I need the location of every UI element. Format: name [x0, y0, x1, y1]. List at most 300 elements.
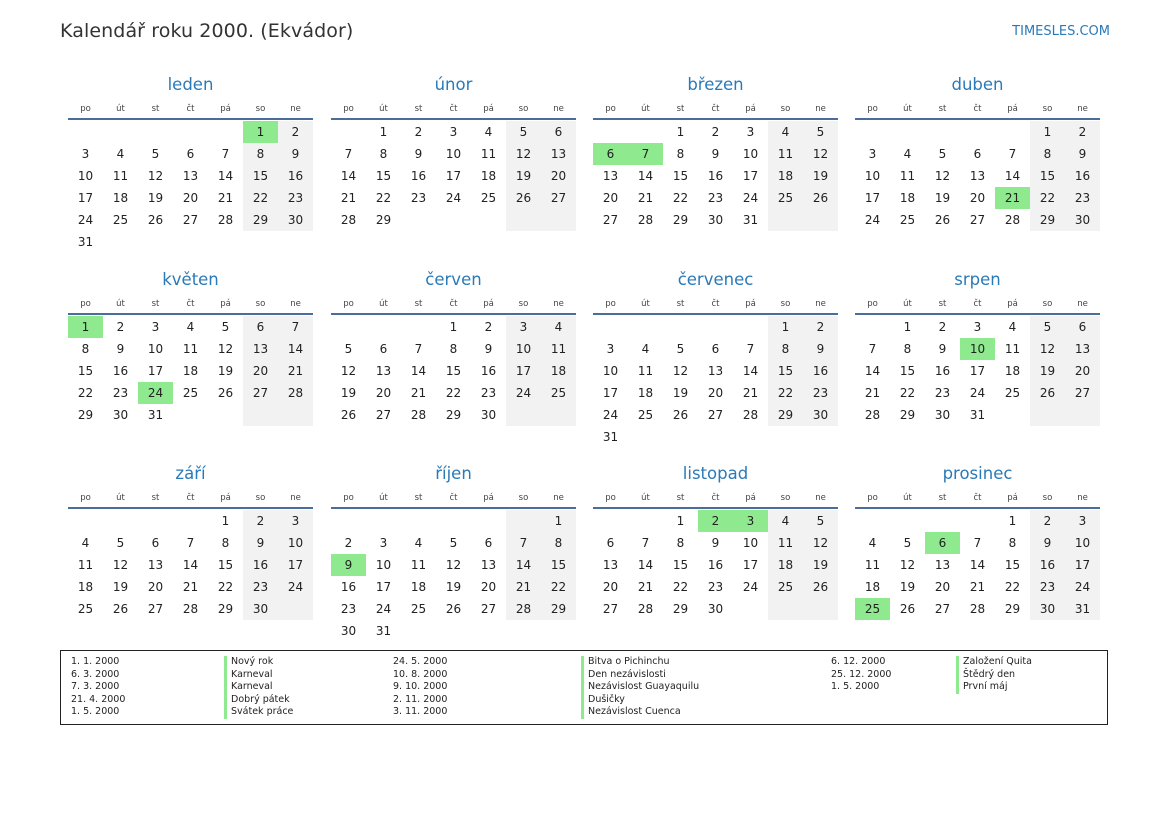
- day-cell: 23: [480, 386, 497, 400]
- empty-day-cell: [278, 231, 313, 253]
- empty-day-cell: [138, 510, 173, 532]
- day-grid: [593, 510, 838, 620]
- day-cell: 17: [742, 169, 759, 183]
- empty-day-cell: [1030, 404, 1065, 426]
- day-cell: 2: [698, 510, 733, 532]
- day-cell: 3: [379, 536, 388, 550]
- day-cell: 3: [868, 147, 877, 161]
- weekday-label: pá: [483, 104, 494, 114]
- weekday-label: st: [151, 104, 160, 114]
- day-cell: 31: [77, 235, 94, 249]
- day-cell: 14: [506, 554, 541, 576]
- holiday-date: 7. 3. 2000: [71, 681, 120, 693]
- weekday-header: [855, 491, 1100, 509]
- day-cell: 27: [182, 213, 199, 227]
- day-cell: 2: [414, 125, 423, 139]
- weekday-label: út: [379, 493, 388, 503]
- empty-day-cell: [331, 121, 366, 143]
- day-cell: 26: [803, 187, 838, 209]
- weekday-label: so: [255, 104, 266, 114]
- month-2: [331, 73, 576, 231]
- day-cell: 10: [1065, 532, 1100, 554]
- weekday-label: čt: [186, 299, 195, 309]
- day-cell: 5: [221, 320, 230, 334]
- weekday-label: st: [414, 493, 423, 503]
- day-cell: 3: [449, 125, 458, 139]
- empty-day-cell: [733, 316, 768, 338]
- day-cell: 19: [217, 364, 234, 378]
- day-cell: 16: [410, 169, 427, 183]
- day-cell: 12: [147, 169, 164, 183]
- day-cell: 15: [1030, 165, 1065, 187]
- empty-day-cell: [331, 510, 366, 532]
- day-cell: 17: [602, 386, 619, 400]
- day-cell: 9: [243, 532, 278, 554]
- day-cell: 25: [768, 576, 803, 598]
- day-cell: 28: [410, 408, 427, 422]
- day-cell: 3: [81, 147, 90, 161]
- weekday-label: so: [780, 299, 791, 309]
- day-cell: 28: [969, 602, 986, 616]
- day-cell: 22: [899, 386, 916, 400]
- day-cell: 25: [1004, 386, 1021, 400]
- day-cell: 5: [449, 536, 458, 550]
- day-cell: 13: [147, 558, 164, 572]
- weekday-label: po: [867, 104, 878, 114]
- empty-day-cell: [995, 404, 1030, 426]
- day-cell: 30: [243, 598, 278, 620]
- day-cell: 27: [541, 187, 576, 209]
- day-cell: 14: [182, 558, 199, 572]
- month-9: [68, 462, 313, 620]
- day-cell: 27: [602, 602, 619, 616]
- weekday-label: ne: [815, 493, 826, 503]
- weekday-label: pá: [745, 104, 756, 114]
- day-cell: 1: [676, 514, 685, 528]
- day-cell: 29: [672, 602, 689, 616]
- day-grid: [331, 510, 576, 642]
- legend-dates-column: [831, 656, 891, 694]
- day-cell: 26: [934, 213, 951, 227]
- day-cell: 29: [445, 408, 462, 422]
- empty-day-cell: [243, 231, 278, 253]
- day-cell: 22: [217, 580, 234, 594]
- weekday-label: so: [518, 104, 529, 114]
- holiday-legend: [60, 650, 1108, 725]
- month-name: říjen: [435, 464, 472, 483]
- day-cell: 17: [742, 558, 759, 572]
- day-cell: 13: [934, 558, 951, 572]
- day-cell: 6: [541, 121, 576, 143]
- weekday-label: ne: [553, 493, 564, 503]
- day-cell: 2: [803, 316, 838, 338]
- day-cell: 19: [340, 386, 357, 400]
- day-cell: 25: [410, 602, 427, 616]
- day-cell: 22: [672, 191, 689, 205]
- day-cell: 20: [243, 360, 278, 382]
- month-12: [855, 462, 1100, 620]
- day-cell: 29: [375, 213, 392, 227]
- day-cell: 3: [973, 320, 982, 334]
- day-grid: [331, 316, 576, 426]
- day-cell: 27: [707, 408, 724, 422]
- day-cell: 22: [375, 191, 392, 205]
- day-cell: 6: [925, 532, 960, 554]
- day-cell: 7: [506, 532, 541, 554]
- day-cell: 5: [676, 342, 685, 356]
- day-cell: 17: [375, 580, 392, 594]
- empty-day-cell: [890, 510, 925, 532]
- day-cell: 26: [445, 602, 462, 616]
- empty-day-cell: [103, 510, 138, 532]
- day-cell: 19: [672, 386, 689, 400]
- empty-day-cell: [401, 620, 436, 642]
- day-cell: 3: [733, 510, 768, 532]
- day-grid: [855, 510, 1100, 620]
- day-cell: 4: [868, 536, 877, 550]
- empty-day-cell: [173, 510, 208, 532]
- weekday-header: [68, 102, 313, 120]
- holiday-name: Dušičky: [581, 694, 699, 707]
- holiday-name: První máj: [956, 681, 1032, 694]
- empty-day-cell: [803, 598, 838, 620]
- holiday-name: Bitva o Pichinchu: [581, 656, 699, 669]
- month-5: [68, 268, 313, 426]
- holiday-date: 25. 12. 2000: [831, 668, 892, 680]
- day-cell: 18: [637, 386, 654, 400]
- day-cell: 4: [541, 316, 576, 338]
- weekday-label: po: [343, 493, 354, 503]
- weekday-label: so: [1042, 299, 1053, 309]
- day-cell: 9: [1065, 143, 1100, 165]
- weekday-label: pá: [1007, 299, 1018, 309]
- day-cell: 11: [899, 169, 916, 183]
- day-cell: 28: [742, 408, 759, 422]
- day-cell: 23: [278, 187, 313, 209]
- day-cell: 25: [77, 602, 94, 616]
- day-cell: 18: [410, 580, 427, 594]
- day-cell: 15: [672, 558, 689, 572]
- day-cell: 19: [112, 580, 129, 594]
- day-cell: 18: [77, 580, 94, 594]
- day-cell: 8: [676, 536, 685, 550]
- day-grid: [855, 121, 1100, 231]
- day-cell: 14: [969, 558, 986, 572]
- weekday-label: po: [605, 104, 616, 114]
- day-cell: 25: [855, 598, 890, 620]
- empty-day-cell: [960, 510, 995, 532]
- day-cell: 30: [803, 404, 838, 426]
- empty-day-cell: [401, 510, 436, 532]
- weekday-label: st: [151, 493, 160, 503]
- day-cell: 10: [375, 558, 392, 572]
- weekday-label: so: [518, 299, 529, 309]
- day-cell: 30: [278, 209, 313, 231]
- day-cell: 9: [414, 147, 423, 161]
- day-cell: 18: [899, 191, 916, 205]
- day-cell: 15: [768, 360, 803, 382]
- weekday-label: pá: [220, 104, 231, 114]
- day-cell: 14: [637, 169, 654, 183]
- month-name: leden: [167, 75, 214, 94]
- day-cell: 21: [864, 386, 881, 400]
- day-cell: 27: [147, 602, 164, 616]
- empty-day-cell: [278, 404, 313, 426]
- day-cell: 18: [541, 360, 576, 382]
- weekday-label: po: [343, 299, 354, 309]
- holiday-date: 6. 3. 2000: [71, 668, 120, 680]
- day-cell: 28: [278, 382, 313, 404]
- day-cell: 2: [1065, 121, 1100, 143]
- day-cell: 1: [1030, 121, 1065, 143]
- empty-day-cell: [208, 231, 243, 253]
- site-link[interactable]: TIMESLES.COM: [1012, 24, 1110, 39]
- day-cell: 12: [112, 558, 129, 572]
- day-cell: 17: [77, 191, 94, 205]
- day-cell: 30: [340, 624, 357, 638]
- day-cell: 16: [278, 165, 313, 187]
- day-cell: 11: [541, 338, 576, 360]
- day-cell: 25: [541, 382, 576, 404]
- month-11: [593, 462, 838, 620]
- weekday-label: čt: [711, 104, 720, 114]
- day-cell: 25: [637, 408, 654, 422]
- weekday-label: út: [903, 104, 912, 114]
- day-cell: 24: [278, 576, 313, 598]
- day-cell: 19: [147, 191, 164, 205]
- weekday-label: so: [255, 299, 266, 309]
- day-cell: 18: [480, 169, 497, 183]
- empty-day-cell: [698, 316, 733, 338]
- day-cell: 1: [221, 514, 230, 528]
- day-cell: 20: [375, 386, 392, 400]
- empty-day-cell: [471, 510, 506, 532]
- empty-day-cell: [471, 620, 506, 642]
- weekday-label: so: [780, 104, 791, 114]
- day-cell: 31: [969, 408, 986, 422]
- empty-day-cell: [803, 426, 838, 448]
- day-cell: 6: [606, 536, 615, 550]
- day-cell: 19: [803, 554, 838, 576]
- weekday-header: [68, 491, 313, 509]
- weekday-header: [855, 102, 1100, 120]
- empty-day-cell: [436, 620, 471, 642]
- day-cell: 13: [182, 169, 199, 183]
- day-cell: 23: [1030, 576, 1065, 598]
- day-cell: 5: [803, 121, 838, 143]
- day-cell: 5: [1030, 316, 1065, 338]
- day-cell: 5: [151, 147, 160, 161]
- day-cell: 13: [602, 169, 619, 183]
- day-cell: 13: [707, 364, 724, 378]
- day-cell: 17: [147, 364, 164, 378]
- day-cell: 14: [217, 169, 234, 183]
- weekday-label: st: [151, 299, 160, 309]
- day-cell: 13: [243, 338, 278, 360]
- day-cell: 21: [506, 576, 541, 598]
- day-cell: 12: [445, 558, 462, 572]
- day-cell: 22: [243, 187, 278, 209]
- day-cell: 29: [672, 213, 689, 227]
- day-cell: 6: [151, 536, 160, 550]
- weekday-label: st: [938, 104, 947, 114]
- weekday-label: út: [116, 493, 125, 503]
- empty-day-cell: [68, 510, 103, 532]
- weekday-label: st: [414, 104, 423, 114]
- month-name: září: [175, 464, 206, 483]
- weekday-header: [855, 297, 1100, 315]
- empty-day-cell: [698, 426, 733, 448]
- day-grid: [68, 121, 313, 253]
- day-cell: 8: [676, 147, 685, 161]
- day-cell: 26: [112, 602, 129, 616]
- day-cell: 13: [480, 558, 497, 572]
- empty-day-cell: [593, 316, 628, 338]
- empty-day-cell: [733, 598, 768, 620]
- month-6: [331, 268, 576, 426]
- weekday-label: út: [379, 104, 388, 114]
- day-cell: 19: [934, 191, 951, 205]
- day-cell: 31: [1065, 598, 1100, 620]
- day-cell: 25: [480, 191, 497, 205]
- empty-day-cell: [628, 510, 663, 532]
- day-cell: 13: [1065, 338, 1100, 360]
- weekday-label: út: [641, 493, 650, 503]
- day-cell: 29: [243, 209, 278, 231]
- weekday-label: ne: [290, 299, 301, 309]
- day-cell: 10: [278, 532, 313, 554]
- empty-day-cell: [436, 510, 471, 532]
- day-cell: 26: [1030, 382, 1065, 404]
- day-cell: 16: [243, 554, 278, 576]
- weekday-label: čt: [973, 493, 982, 503]
- holiday-name: Nezávislost Guayaquilu: [581, 681, 699, 694]
- day-cell: 30: [707, 602, 724, 616]
- empty-day-cell: [855, 510, 890, 532]
- weekday-label: pá: [1007, 493, 1018, 503]
- empty-day-cell: [173, 404, 208, 426]
- day-grid: [68, 316, 313, 426]
- day-cell: 11: [768, 532, 803, 554]
- day-cell: 7: [186, 536, 195, 550]
- day-cell: 23: [707, 580, 724, 594]
- day-cell: 20: [182, 191, 199, 205]
- day-cell: 17: [278, 554, 313, 576]
- weekday-label: út: [116, 299, 125, 309]
- weekday-label: pá: [745, 299, 756, 309]
- day-cell: 20: [480, 580, 497, 594]
- empty-day-cell: [663, 316, 698, 338]
- empty-day-cell: [855, 121, 890, 143]
- weekday-label: st: [676, 493, 685, 503]
- day-grid: [331, 121, 576, 231]
- empty-day-cell: [366, 510, 401, 532]
- day-cell: 29: [899, 408, 916, 422]
- day-cell: 10: [445, 147, 462, 161]
- weekday-label: po: [867, 299, 878, 309]
- day-cell: 27: [480, 602, 497, 616]
- day-cell: 15: [217, 558, 234, 572]
- day-cell: 6: [186, 147, 195, 161]
- day-cell: 5: [116, 536, 125, 550]
- day-cell: 16: [803, 360, 838, 382]
- day-grid: [855, 316, 1100, 426]
- holiday-date: 2. 11. 2000: [393, 693, 448, 705]
- day-cell: 11: [410, 558, 427, 572]
- day-cell: 17: [969, 364, 986, 378]
- weekday-header: [331, 102, 576, 120]
- day-cell: 7: [1008, 147, 1017, 161]
- day-cell: 1: [541, 510, 576, 532]
- weekday-label: so: [1042, 104, 1053, 114]
- day-cell: 9: [116, 342, 125, 356]
- holiday-name: Karneval: [224, 669, 293, 682]
- day-cell: 8: [1008, 536, 1017, 550]
- holiday-date: 21. 4. 2000: [71, 693, 126, 705]
- weekday-label: po: [80, 299, 91, 309]
- day-cell: 10: [147, 342, 164, 356]
- weekday-label: pá: [483, 299, 494, 309]
- day-cell: 17: [864, 191, 881, 205]
- day-cell: 7: [868, 342, 877, 356]
- day-cell: 4: [641, 342, 650, 356]
- legend-names-column: [224, 656, 293, 719]
- empty-day-cell: [103, 231, 138, 253]
- weekday-label: čt: [449, 493, 458, 503]
- empty-day-cell: [890, 121, 925, 143]
- day-cell: 2: [116, 320, 125, 334]
- day-cell: 18: [768, 165, 803, 187]
- day-cell: 20: [969, 191, 986, 205]
- holiday-date: 6. 12. 2000: [831, 656, 886, 667]
- day-cell: 15: [77, 364, 94, 378]
- weekday-label: so: [780, 493, 791, 503]
- day-cell: 15: [445, 364, 462, 378]
- weekday-label: čt: [711, 493, 720, 503]
- day-grid: [68, 510, 313, 620]
- day-cell: 11: [112, 169, 129, 183]
- day-cell: 28: [637, 213, 654, 227]
- holiday-date: 1. 5. 2000: [71, 706, 120, 718]
- weekday-label: ne: [1077, 299, 1088, 309]
- day-cell: 7: [221, 147, 230, 161]
- day-cell: 15: [1004, 558, 1021, 572]
- month-name: březen: [687, 75, 744, 94]
- day-grid: [593, 121, 838, 231]
- day-cell: 30: [1030, 598, 1065, 620]
- day-cell: 6: [711, 342, 720, 356]
- month-3: [593, 73, 838, 231]
- day-cell: 8: [541, 532, 576, 554]
- day-cell: 24: [602, 408, 619, 422]
- weekday-label: ne: [1077, 493, 1088, 503]
- weekday-label: út: [641, 299, 650, 309]
- day-cell: 22: [1030, 187, 1065, 209]
- month-10: [331, 462, 576, 642]
- month-name: srpen: [954, 270, 1001, 289]
- weekday-label: so: [255, 493, 266, 503]
- day-cell: 18: [768, 554, 803, 576]
- page-title: Kalendář roku 2000. (Ekvádor): [60, 20, 354, 42]
- empty-day-cell: [855, 316, 890, 338]
- day-cell: 27: [934, 602, 951, 616]
- month-8: [855, 268, 1100, 426]
- month-name: únor: [434, 75, 473, 94]
- month-name: červenec: [677, 270, 754, 289]
- empty-day-cell: [506, 510, 541, 532]
- day-cell: 24: [138, 382, 173, 404]
- day-cell: 26: [147, 213, 164, 227]
